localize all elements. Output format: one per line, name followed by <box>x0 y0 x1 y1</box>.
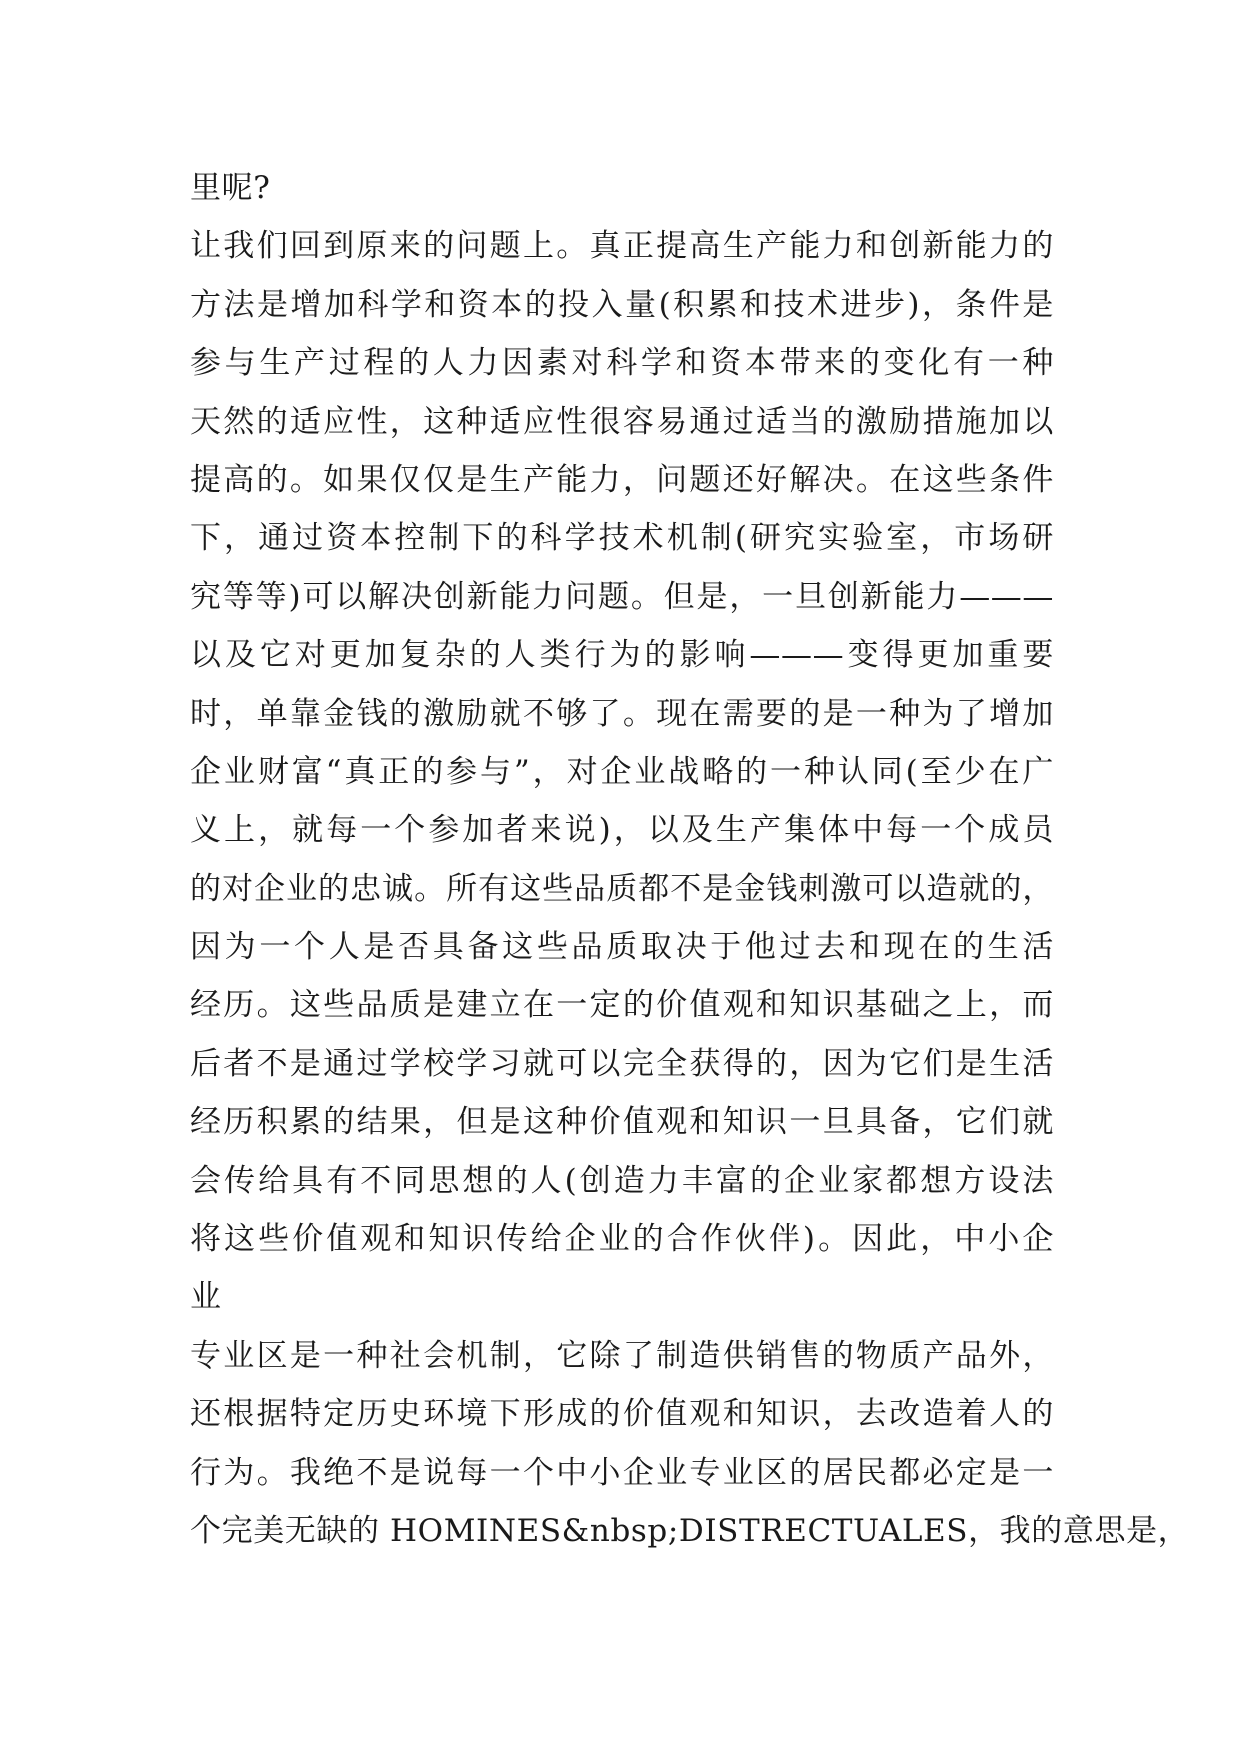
text-line: 究等等)可以解决创新能力问题。但是，一旦创新能力——— <box>190 578 1054 615</box>
text-line: 时，单靠金钱的激励就不够了。现在需要的是一种为了增加 <box>190 695 1054 732</box>
text-line: 里呢? <box>190 170 271 206</box>
text-line: 方法是增加科学和资本的投入量(积累和技术进步)，条件是 <box>190 286 1054 323</box>
text-line: 行为。我绝不是说每一个中小企业专业区的居民都必定是一 <box>190 1454 1054 1491</box>
text-line: 经历。这些品质是建立在一定的价值观和知识基础之上，而 <box>190 987 1054 1024</box>
text-line: 还根据特定历史环境下形成的价值观和知识，去改造着人的 <box>190 1396 1054 1433</box>
text-line: 以及它对更加复杂的人类行为的影响———变得更加重要 <box>190 637 1054 674</box>
body-text <box>190 159 1190 1560</box>
text-line: 会传给具有不同思想的人(创造力丰富的企业家都想方设法 <box>190 1162 1054 1199</box>
text-line: 将这些价值观和知识传给企业的合作伙伴)。因此，中小企 <box>190 1221 1054 1258</box>
text-line: 下，通过资本控制下的科学技术机制(研究实验室，市场研 <box>190 520 1054 557</box>
text-line: 个完美无缺的 HOMINES&nbsp;DISTRECTUALES，我的意思是， <box>190 1512 1190 1549</box>
text-line: 专业区是一种社会机制，它除了制造供销售的物质产品外， <box>190 1337 1054 1374</box>
text-line: 后者不是通过学校学习就可以完全获得的，因为它们是生活 <box>190 1045 1054 1082</box>
text-line: 因为一个人是否具备这些品质取决于他过去和现在的生活 <box>190 929 1054 966</box>
text-line: 义上，就每一个参加者来说)，以及生产集体中每一个成员 <box>190 812 1054 849</box>
text-line: 的对企业的忠诚。所有这些品质都不是金钱刺激可以造就的， <box>190 870 1054 907</box>
text-line: 业 <box>190 1279 222 1316</box>
text-line: 提高的。如果仅仅是生产能力，问题还好解决。在这些条件 <box>190 461 1054 498</box>
text-line: 参与生产过程的人力因素对科学和资本带来的变化有一种 <box>190 345 1054 382</box>
text-line: 企业财富“真正的参与”，对企业战略的一种认同(至少在广 <box>190 753 1054 790</box>
text-line: 经历积累的结果，但是这种价值观和知识一旦具备，它们就 <box>190 1104 1054 1141</box>
text-line: 天然的适应性，这种适应性很容易通过适当的激励措施加以 <box>190 403 1054 440</box>
text-line: 让我们回到原来的问题上。真正提高生产能力和创新能力的 <box>190 228 1054 265</box>
